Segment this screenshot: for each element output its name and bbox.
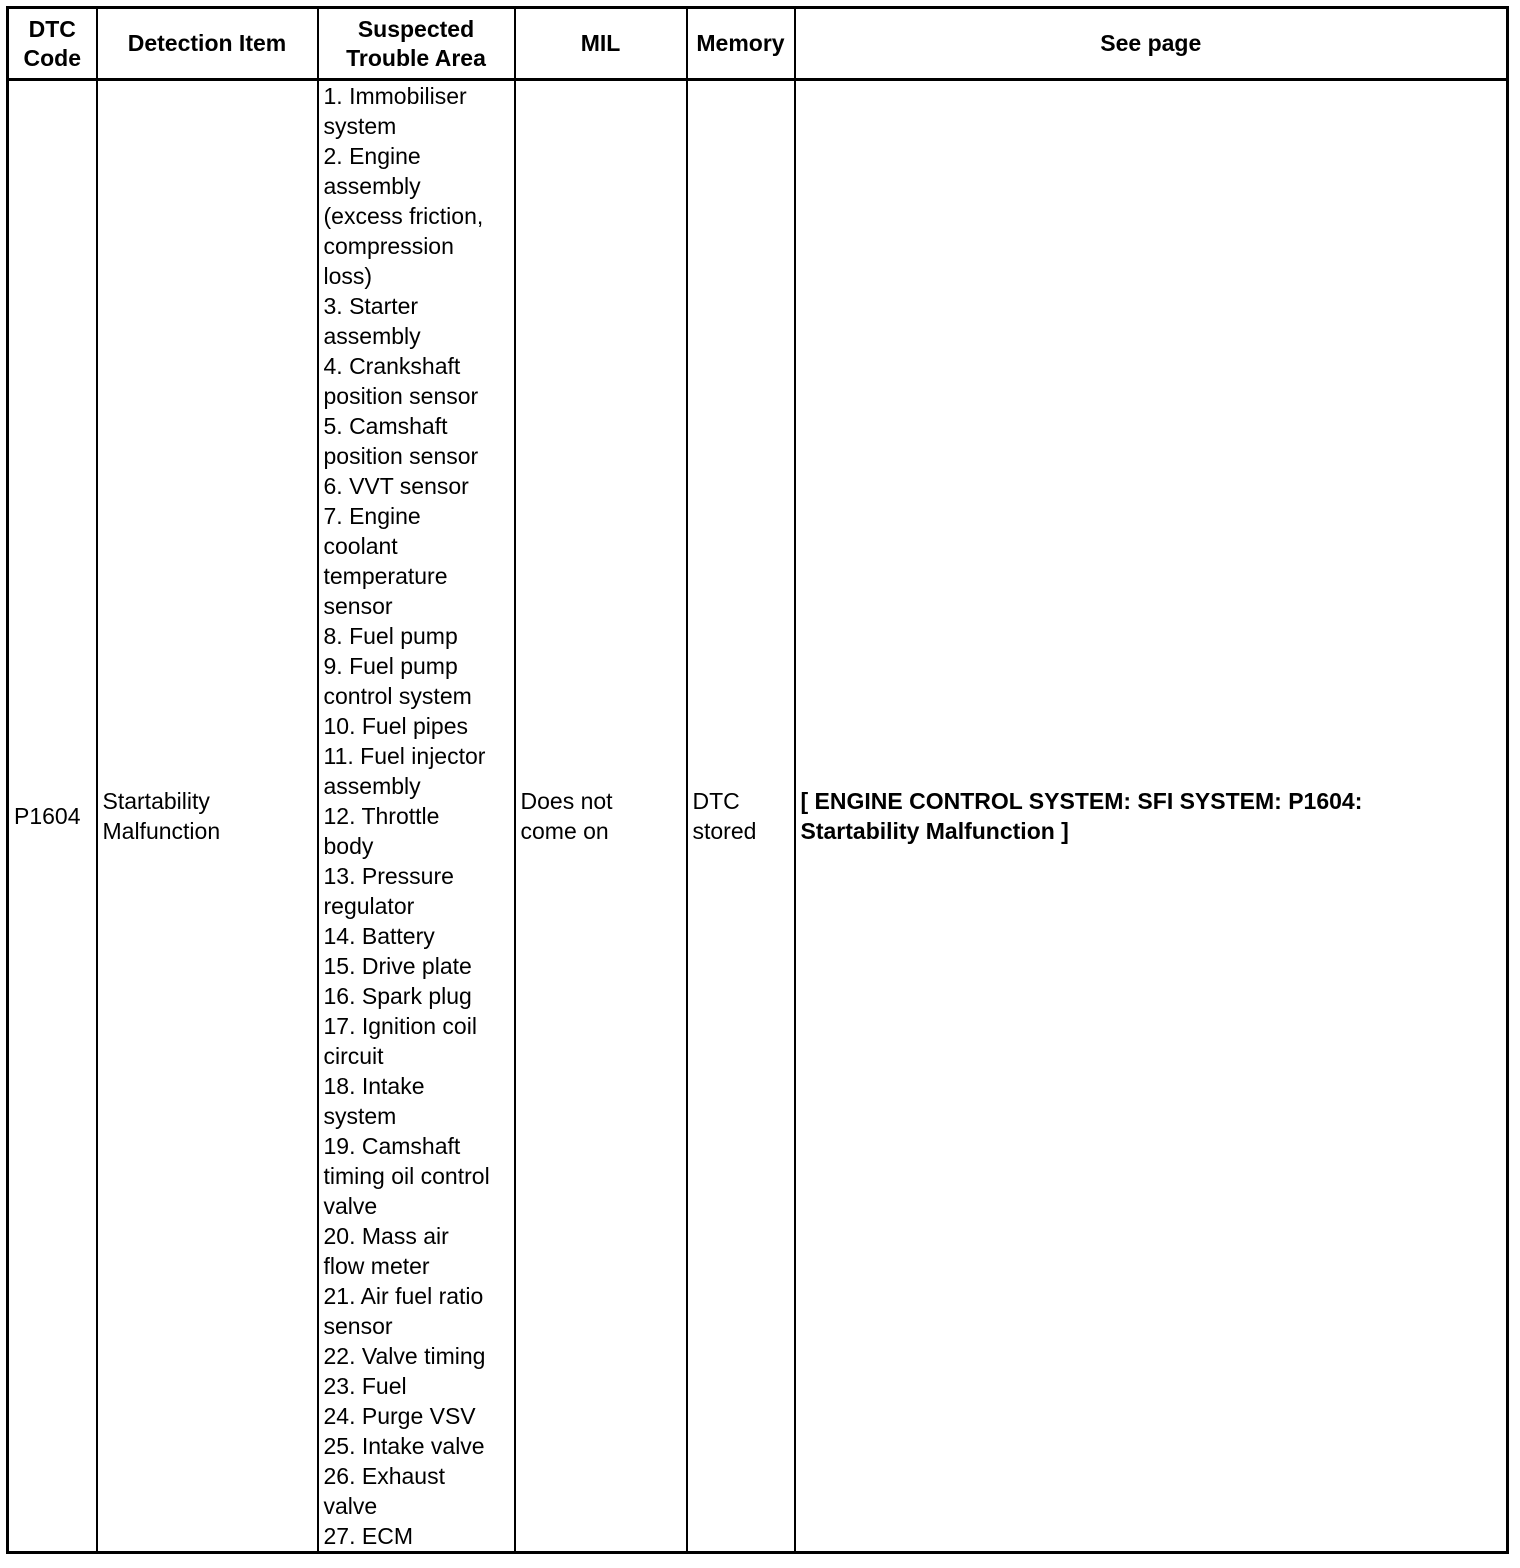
mil-status: Does not come on: [520, 788, 613, 844]
trouble-area-item: 15. Drive plate: [323, 953, 472, 979]
trouble-area-item: 7. Engine coolant temperature sensor: [323, 503, 448, 619]
dtc-code: P1604: [14, 803, 81, 829]
trouble-area-item: 25. Intake valve: [323, 1433, 485, 1459]
trouble-area-item: 27. ECM: [323, 1523, 413, 1549]
trouble-area-item: 14. Battery: [323, 923, 435, 949]
trouble-area-item: 20. Mass air flow meter: [323, 1223, 449, 1279]
header-memory: Memory: [687, 8, 795, 80]
detection-item-cell: [97, 80, 318, 1553]
trouble-area-item: 21. Air fuel ratio sensor: [323, 1283, 484, 1339]
see-page-link[interactable]: [ ENGINE CONTROL SYSTEM: SFI SYSTEM: P1604: Startability Malfunction ]: [800, 788, 1363, 844]
memory-status: DTC stored: [692, 788, 757, 844]
trouble-area-item: 3. Starter assembly: [323, 293, 421, 349]
trouble-area-item: 23. Fuel: [323, 1373, 407, 1399]
trouble-area-item: 13. Pressure regulator: [323, 863, 454, 919]
trouble-area-item: 16. Spark plug: [323, 983, 472, 1009]
detection-item: Startability Malfunction: [102, 788, 221, 844]
see-page-cell: [795, 80, 1508, 1553]
header-dtc-code: DTC Code: [8, 8, 97, 80]
trouble-area-item: 11. Fuel injector assembly: [323, 743, 486, 799]
trouble-area-item: 26. Exhaust valve: [323, 1463, 445, 1519]
suspected-trouble-area-cell: [318, 80, 515, 1553]
trouble-area-item: 5. Camshaft position sensor: [323, 413, 479, 469]
trouble-area-item: 18. Intake system: [323, 1073, 425, 1129]
trouble-area-item: 24. Purge VSV: [323, 1403, 476, 1429]
trouble-area-item: 8. Fuel pump: [323, 623, 458, 649]
trouble-area-list: [324, 81, 510, 1551]
trouble-area-item: 6. VVT sensor: [323, 473, 469, 499]
trouble-area-item: 2. Engine assembly (excess friction, compression loss): [323, 143, 484, 289]
trouble-area-item: 12. Throttle body: [323, 803, 440, 859]
dtc-code-cell: [8, 80, 97, 1553]
table-row: [8, 80, 1508, 1553]
table-header-row: [8, 8, 1508, 80]
trouble-area-item: 22. Valve timing: [323, 1343, 486, 1369]
header-suspected-trouble-area: Suspected Trouble Area: [318, 8, 515, 80]
trouble-area-item: 1. Immobiliser system: [323, 83, 467, 139]
mil-cell: [515, 80, 687, 1553]
trouble-area-item: 9. Fuel pump control system: [323, 653, 472, 709]
trouble-area-item: 4. Crankshaft position sensor: [323, 353, 479, 409]
header-see-page: See page: [795, 8, 1508, 80]
trouble-area-item: 19. Camshaft timing oil control valve: [323, 1133, 490, 1219]
trouble-area-item: 10. Fuel pipes: [323, 713, 468, 739]
trouble-area-item: 17. Ignition coil circuit: [323, 1013, 477, 1069]
memory-cell: [687, 80, 795, 1553]
header-mil: MIL: [515, 8, 687, 80]
dtc-table: [6, 6, 1509, 1554]
header-detection-item: Detection Item: [97, 8, 318, 80]
